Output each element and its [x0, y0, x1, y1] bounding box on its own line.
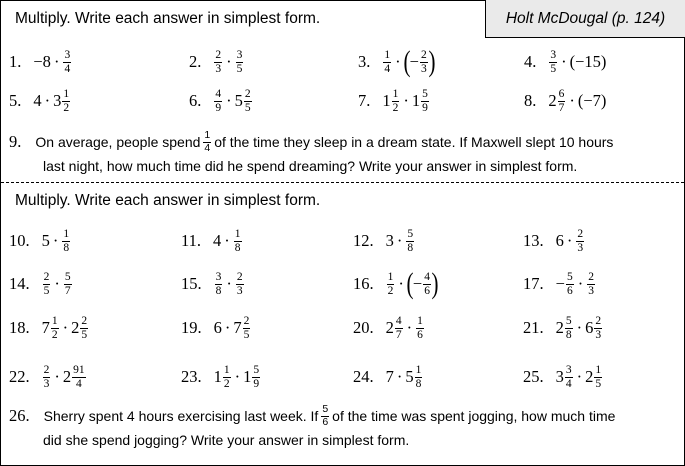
- whole-number: 1: [243, 367, 252, 386]
- problem-19: [181, 313, 251, 343]
- problem-number: 6.: [189, 91, 202, 110]
- multiply-dot: ·: [576, 367, 583, 386]
- fraction: [392, 88, 400, 113]
- numerator: 4: [395, 315, 402, 328]
- term: [62, 49, 72, 74]
- numerator: 2: [244, 88, 251, 101]
- problem-1: [9, 47, 72, 77]
- term: [585, 364, 603, 389]
- problem-number: 24.: [353, 367, 374, 386]
- problem-6: [189, 86, 253, 116]
- term: [63, 364, 87, 389]
- denominator: 7: [558, 101, 565, 114]
- denominator: 9: [422, 101, 428, 114]
- close-paren: ): [428, 45, 436, 78]
- whole-number: 2: [62, 367, 72, 386]
- term: [556, 364, 574, 389]
- problem-8: [524, 86, 606, 116]
- denominator: 3: [595, 328, 602, 341]
- denominator: 2: [63, 101, 70, 114]
- term: [586, 271, 596, 296]
- fraction: [415, 364, 423, 389]
- problem-number: 17.: [523, 274, 544, 293]
- denominator: 5: [550, 62, 557, 75]
- denominator: 4: [384, 62, 391, 75]
- numerator: 1: [63, 88, 70, 101]
- problem-13: [523, 226, 585, 256]
- problem-number: 15.: [181, 274, 202, 293]
- fraction: [421, 88, 429, 113]
- problem-12: [353, 226, 415, 256]
- term: [382, 49, 392, 74]
- denominator: 9: [215, 101, 222, 114]
- word-text-post: of the time was spent jogging, how much time: [332, 408, 616, 424]
- term: [548, 49, 558, 74]
- numerator: 3: [215, 271, 222, 284]
- problem-11: [181, 226, 243, 256]
- fraction: [72, 364, 86, 389]
- numerator: 3: [236, 49, 243, 62]
- problem-number: 5.: [9, 91, 22, 110]
- term: [214, 364, 232, 389]
- fraction: [214, 88, 222, 113]
- term: [405, 364, 423, 389]
- multiply-dot: ·: [561, 52, 567, 71]
- numerator: 91: [73, 364, 85, 377]
- term: [213, 88, 223, 113]
- term: [42, 315, 60, 340]
- term: [214, 271, 224, 296]
- term: −8: [33, 52, 51, 71]
- denominator: 8: [407, 241, 414, 254]
- word-text-post: of the time they sleep in a dream state. If Maxwell slept 10 hours: [214, 134, 614, 150]
- multiply-dot: ·: [226, 91, 232, 110]
- minus-sign: −: [412, 274, 423, 293]
- problem-15: [181, 269, 245, 299]
- fraction: [215, 271, 223, 296]
- multiply-dot: ·: [53, 52, 60, 71]
- denominator: 6: [566, 284, 573, 297]
- numerator: 2: [595, 315, 602, 328]
- problem-25: [523, 362, 603, 392]
- problem-number: 16.: [353, 274, 374, 293]
- problem-5: [9, 86, 71, 116]
- term: [405, 228, 415, 253]
- denominator: 8: [415, 377, 422, 390]
- numerator: 5: [422, 88, 428, 101]
- fraction: [244, 88, 252, 113]
- denominator: 9: [253, 377, 260, 390]
- numerator: 2: [43, 364, 50, 377]
- problem-number: 20.: [353, 318, 374, 337]
- numerator: 1: [63, 228, 70, 241]
- fraction: [62, 88, 70, 113]
- whole-number: 7: [233, 318, 242, 337]
- problem-number: 13.: [523, 231, 544, 250]
- multiply-dot: ·: [396, 231, 403, 250]
- fraction: [423, 271, 431, 296]
- problem-number: 12.: [353, 231, 374, 250]
- whole-number: 1: [213, 367, 222, 386]
- numerator: 2: [243, 315, 250, 328]
- numerator: 5: [565, 315, 572, 328]
- term: [556, 271, 575, 296]
- numerator: 1: [384, 49, 391, 62]
- fraction: [566, 271, 574, 296]
- fraction: [576, 228, 584, 253]
- denominator: 2: [51, 328, 58, 341]
- open-paren: (: [403, 45, 411, 78]
- problem-16: [353, 269, 438, 299]
- numerator: 4: [424, 271, 430, 284]
- term: [42, 271, 52, 296]
- multiply-dot: ·: [395, 52, 401, 71]
- numerator: 1: [415, 364, 422, 377]
- fraction: [594, 364, 602, 389]
- problem-number: 23.: [181, 367, 202, 386]
- multiply-dot: ·: [62, 318, 69, 337]
- fraction: [243, 315, 251, 340]
- word-text-pre: On average, people spend: [35, 134, 201, 150]
- fraction: [420, 49, 428, 74]
- term: [407, 269, 438, 299]
- denominator: 3: [420, 62, 427, 75]
- multiply-dot: ·: [226, 52, 232, 71]
- problem-number: 25.: [523, 367, 544, 386]
- term: [412, 88, 430, 113]
- fraction: [63, 49, 71, 74]
- denominator: 4: [76, 377, 82, 390]
- problem-number: 19.: [181, 318, 202, 337]
- problem-2: [189, 47, 244, 77]
- fraction: [43, 271, 51, 296]
- fraction: $\frac{1}{4}$: [204, 129, 211, 154]
- term: [213, 49, 223, 74]
- problem-14: [9, 269, 73, 299]
- term: [53, 88, 71, 113]
- term: [71, 315, 89, 340]
- close-paren: ): [431, 267, 439, 300]
- term: 5: [41, 231, 50, 250]
- numerator: 2: [43, 271, 50, 284]
- term: (−15): [569, 52, 607, 71]
- fraction: [565, 315, 573, 340]
- fraction: [43, 364, 51, 389]
- word-text-line2: last night, how much time did he spend dreaming? Write your answer in simplest form.: [43, 158, 578, 174]
- numerator: 3: [550, 49, 557, 62]
- denominator: 8: [234, 241, 241, 254]
- section-1: [1, 1, 684, 182]
- problem-24: [353, 362, 423, 392]
- whole-number: 2: [555, 318, 564, 337]
- problem-number: 9.: [9, 132, 22, 151]
- numerator: 2: [236, 271, 243, 284]
- fraction: [223, 364, 231, 389]
- term: [235, 88, 253, 113]
- problem-number: 1.: [9, 52, 22, 71]
- problem-18: [9, 313, 89, 343]
- denominator: 2: [387, 284, 394, 297]
- denominator: 8: [565, 328, 572, 341]
- term: [386, 271, 396, 296]
- numerator: 2: [588, 271, 594, 284]
- numerator: 5: [253, 364, 260, 377]
- fraction: [252, 364, 260, 389]
- term: [42, 364, 52, 389]
- problem-number: 26.: [9, 406, 30, 425]
- fraction: [549, 49, 557, 74]
- numerator: 2: [81, 315, 88, 328]
- fraction: [594, 315, 602, 340]
- denominator: 3: [588, 284, 594, 297]
- denominator: 5: [595, 377, 602, 390]
- problem-number: 21.: [523, 318, 544, 337]
- fraction: [62, 228, 70, 253]
- term: [556, 315, 574, 340]
- problem-number: 7.: [358, 91, 371, 110]
- term: 6: [555, 231, 564, 250]
- numerator: 5: [407, 228, 414, 241]
- denominator: 5: [243, 328, 250, 341]
- whole-number: 1: [411, 91, 421, 110]
- denominator: 5: [81, 328, 88, 341]
- section-2-header: Multiply. Write each answer in simplest form.: [15, 192, 321, 209]
- problem-number: 14.: [9, 274, 30, 293]
- problem-17: [523, 269, 596, 299]
- term: [404, 47, 435, 77]
- numerator: 6: [558, 88, 565, 101]
- term: 4: [213, 231, 222, 250]
- problem-number: 11.: [181, 231, 202, 250]
- numerator: 4: [215, 88, 222, 101]
- fraction: [406, 228, 414, 253]
- multiply-dot: ·: [566, 231, 573, 250]
- fraction: [383, 49, 391, 74]
- numerator: 5: [64, 271, 71, 284]
- whole-number: 6: [585, 318, 594, 337]
- term: 7: [385, 367, 394, 386]
- term: [585, 315, 603, 340]
- fraction: [558, 88, 566, 113]
- denominator: 2: [223, 377, 230, 390]
- problem-number: 10.: [9, 231, 30, 250]
- term: 4: [33, 91, 42, 110]
- term: 3: [385, 231, 394, 250]
- whole-number: 7: [41, 318, 50, 337]
- whole-number: 5: [234, 91, 243, 110]
- term: (−7): [577, 91, 607, 110]
- numerator: 2: [577, 228, 584, 241]
- denominator: 6: [417, 328, 423, 341]
- denominator: 7: [64, 284, 71, 297]
- denominator: 3: [43, 377, 50, 390]
- numerator: 1: [387, 271, 394, 284]
- term: [235, 271, 245, 296]
- denominator: 5: [236, 62, 243, 75]
- numerator: 1: [392, 88, 399, 101]
- multiply-dot: ·: [403, 91, 409, 110]
- fraction: [51, 315, 59, 340]
- source-citation: Holt McDougal (p. 124): [485, 0, 685, 38]
- whole-number: 1: [382, 91, 391, 110]
- multiply-dot: ·: [406, 318, 413, 337]
- term: [382, 88, 400, 113]
- whole-number: 2: [548, 91, 557, 110]
- multiply-dot: ·: [398, 274, 404, 293]
- fraction: [64, 271, 72, 296]
- word-problem-26: [9, 404, 615, 452]
- whole-number: 3: [555, 367, 564, 386]
- multiply-dot: ·: [224, 318, 231, 337]
- fraction: [416, 315, 424, 340]
- numerator: 1: [51, 315, 58, 328]
- problem-10: [9, 226, 71, 256]
- term: [63, 271, 73, 296]
- fraction: [565, 364, 573, 389]
- denominator: 5: [244, 101, 251, 114]
- denominator: 3: [577, 241, 584, 254]
- problem-number: 18.: [9, 318, 30, 337]
- multiply-dot: ·: [577, 274, 584, 293]
- whole-number: 2: [71, 318, 80, 337]
- denominator: 8: [63, 241, 70, 254]
- word-problem-9: [9, 130, 613, 178]
- numerator: 3: [565, 364, 572, 377]
- multiply-dot: ·: [569, 91, 575, 110]
- fraction: [387, 271, 395, 296]
- fraction: [395, 315, 403, 340]
- word-text-pre: Sherry spent 4 hours exercising last week. If: [43, 408, 319, 424]
- fraction: [80, 315, 88, 340]
- whole-number: 3: [53, 91, 62, 110]
- problem-number: 3.: [358, 52, 371, 71]
- denominator: 8: [215, 284, 222, 297]
- numerator: 1: [234, 228, 241, 241]
- problem-21: [523, 313, 603, 343]
- denominator: 5: [43, 284, 50, 297]
- multiply-dot: ·: [54, 367, 60, 386]
- problem-number: 22.: [9, 367, 30, 386]
- numerator: 5: [566, 271, 573, 284]
- denominator: 3: [215, 62, 222, 75]
- problem-20: [353, 313, 425, 343]
- multiply-dot: ·: [226, 274, 232, 293]
- term: [233, 315, 251, 340]
- denominator: 2: [392, 101, 399, 114]
- denominator: 4: [565, 377, 572, 390]
- multiply-dot: ·: [54, 274, 60, 293]
- multiply-dot: ·: [52, 231, 59, 250]
- problem-22: [9, 362, 87, 392]
- term: [61, 228, 71, 253]
- fraction: [587, 271, 595, 296]
- multiply-dot: ·: [234, 367, 241, 386]
- numerator: 3: [64, 49, 71, 62]
- term: [233, 228, 243, 253]
- whole-number: 2: [585, 367, 594, 386]
- multiply-dot: ·: [44, 91, 51, 110]
- term: [548, 88, 566, 113]
- whole-number: 2: [385, 318, 394, 337]
- multiply-dot: ·: [396, 367, 403, 386]
- fraction: [214, 49, 222, 74]
- fraction: [236, 271, 244, 296]
- denominator: 3: [236, 284, 243, 297]
- term: [235, 49, 245, 74]
- numerator: 1: [417, 315, 423, 328]
- term: [386, 315, 404, 340]
- numerator: 2: [215, 49, 222, 62]
- multiply-dot: ·: [224, 231, 230, 250]
- open-paren: (: [406, 267, 414, 300]
- denominator: 7: [395, 328, 402, 341]
- problem-23: [181, 362, 261, 392]
- whole-number: 5: [405, 367, 414, 386]
- term: [243, 364, 261, 389]
- problem-number: 4.: [524, 52, 537, 71]
- problem-3: [358, 47, 435, 77]
- fraction: [234, 228, 242, 253]
- numerator: 1: [223, 364, 230, 377]
- denominator: 6: [424, 284, 430, 297]
- term: 6: [213, 318, 222, 337]
- term: [575, 228, 585, 253]
- section-1-header: Multiply. Write each answer in simplest form.: [15, 10, 321, 27]
- problem-7: [358, 86, 430, 116]
- fraction: $\frac{5}{6}$: [322, 403, 329, 428]
- problem-number: 2.: [189, 52, 202, 71]
- minus-sign: −: [409, 52, 419, 71]
- word-text-line2: did she spend jogging? Write your answer in simplest form.: [43, 432, 410, 448]
- problem-number: 8.: [524, 91, 537, 110]
- numerator: 1: [595, 364, 602, 377]
- multiply-dot: ·: [576, 318, 583, 337]
- section-2: [1, 182, 684, 466]
- problem-4: [524, 47, 606, 77]
- numerator: 2: [420, 49, 427, 62]
- denominator: 4: [64, 62, 71, 75]
- term: [415, 315, 425, 340]
- fraction: [236, 49, 244, 74]
- minus-sign: −: [555, 274, 565, 293]
